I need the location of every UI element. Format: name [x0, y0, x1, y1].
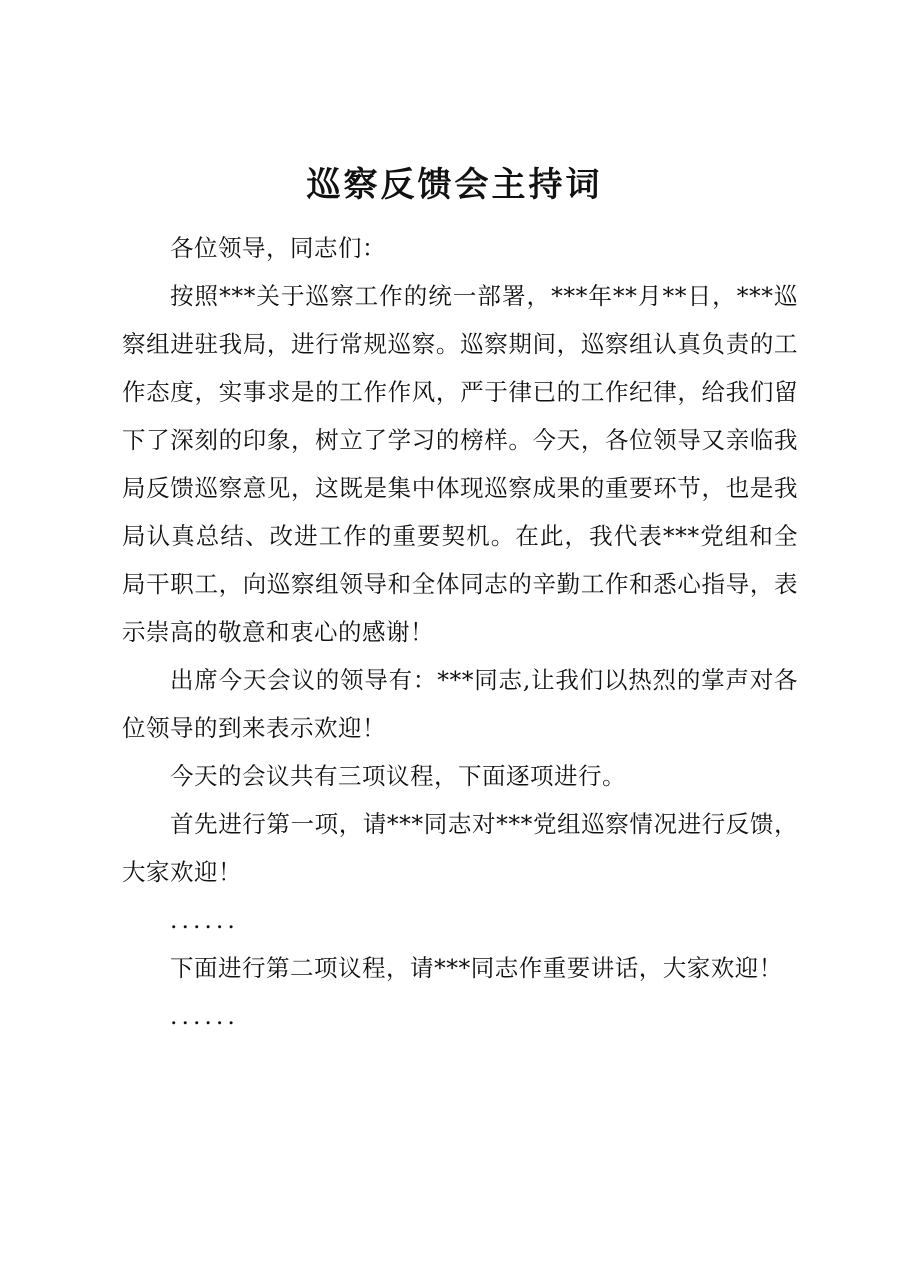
- ellipsis-paragraph: ......: [170, 906, 239, 934]
- agenda-paragraph: 今天的会议共有三项议程，下面逐项进行。: [170, 762, 626, 790]
- intro-paragraph: 按照***关于巡察工作的统一部署，***年**月**日，***巡察组进驻我局，进行常规巡察。巡察期间，巡察组认真负责的工作态度，实事求是的工作作风，严于律已的工作纪律，给我们留下了深刻的印象，树立了学习的榜样。今天，各位领导又亲临我局反馈巡察意见，这既是集中体现巡察成果的重要环节，也是我局认真总结、改进工作的重要契机。在此，我代表***党组和全局干职工，向巡察组领导和全体同志的辛勤工作和悉心指导，表示崇高的敬意和衷心的感谢！: [122, 282, 798, 646]
- ellipsis-paragraph: ......: [170, 1002, 239, 1030]
- item-two-paragraph: 下面进行第二项议程，请***同志作重要讲话，大家欢迎！: [170, 954, 783, 982]
- item-one-paragraph: 首先进行第一项，请***同志对***党组巡察情况进行反馈，大家欢迎！: [122, 810, 798, 886]
- attendees-paragraph: 出席今天会议的领导有：***同志,让我们以热烈的掌声对各位领导的到来表示欢迎！: [122, 666, 798, 742]
- document-title: 巡察反馈会主持词: [306, 165, 603, 205]
- greeting-paragraph: 各位领导，同志们：: [170, 234, 386, 262]
- document-body: [122, 224, 798, 1040]
